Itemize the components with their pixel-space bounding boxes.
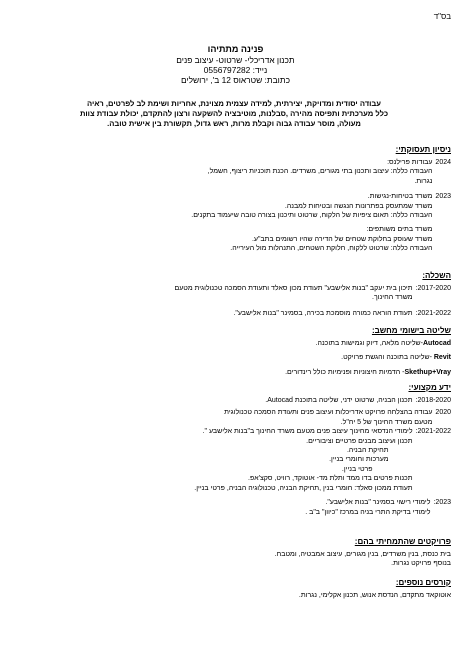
experience-line: נגרות. <box>414 177 433 185</box>
candidate-address: כתובת: שטראוס 12 ב', ירושלים <box>180 75 291 86</box>
header <box>0 44 471 86</box>
professional-line: תכנון הבניה, שרטוט ידני, שליטה בתוכנת Autocad. <box>265 396 413 404</box>
intro-summary <box>61 99 407 129</box>
professional-line: לימודי רישוי בסמינר "בנות אלישבע". <box>325 499 431 507</box>
professional-line: תכנות פרטים בדו ממד ותלת מד- אוטוקד, רוויט, סקצ'אפ. <box>248 475 413 483</box>
projects-section <box>19 537 451 569</box>
courses-title: קורסים נוספים: <box>395 578 451 587</box>
software-title: שליטה בישומי מחשב: <box>371 326 451 335</box>
experience-2023 <box>19 192 451 254</box>
experience-line: העבודה כללה: עיצוב ותכנון בתי מגורים, משרדים. הכנת תוכניות ריצוף, חשמל, <box>207 168 433 176</box>
courses-line: אוטוקאד מתקדם, הנדסת אנוש, תכנון אקלימי, נגרות. <box>298 591 451 599</box>
year: 2023 <box>435 193 451 201</box>
software-desc: -שליטה בתוכנה והגשת פרויקט. <box>341 354 434 362</box>
intro-line: כלל מערכתית ותפיסה מהירה ,סבלנות, מוטיבציה להשקעה ורצון להתקדם, יכולת עבודת צוות <box>79 108 389 118</box>
professional-line: תחיקת הבניה. <box>346 446 389 454</box>
software-desc: - הדמיות חיצוניות ופנימיות כולל רינדורים. <box>285 368 405 376</box>
software-item <box>19 368 451 377</box>
software-item <box>19 353 451 362</box>
professional-line: מערכות וחומרי בניין. <box>329 456 389 464</box>
professional-line: תכנון ועיצוב מבנים פרטיים וציבוריים. <box>306 437 413 445</box>
year: 2021-2022: <box>415 428 451 436</box>
experience-2024 <box>19 158 451 186</box>
year: 2017-2020: <box>415 284 451 292</box>
professional-title: ידע מקצועי: <box>408 383 451 392</box>
education-line: תעודת הוראה כמורה מוסמכת בכירה, בסמינר "בנות אלישבע". <box>233 309 413 317</box>
experience-title: ניסיון תעסוקתי: <box>395 145 451 154</box>
bsd-mark: בס"ד <box>433 12 451 21</box>
candidate-name: פנינה מתתיהו <box>207 44 264 54</box>
experience-line: משרד בטיחות-נגישות. <box>367 193 433 201</box>
experience-line: משרד שעוסק בחלוקת שטחים של הדירה שהיו רשומים בתב"ע. <box>251 235 433 243</box>
experience-line: משרד שמתעסק בפתרונות הנגשה ובטיחות למבנה. <box>284 202 433 210</box>
experience-line: עבודות פרילנס: <box>387 158 433 166</box>
year: 2021-2022: <box>415 309 451 317</box>
software-section <box>19 326 451 377</box>
intro-line: עבודה יסודית ומדויקת, יצירתית, למידה עצמית מצוינת, אחריות ושימת לב לפרטים, ראיה <box>86 99 381 108</box>
professional-line: לימודי הנדסאי מחינוך עיצוב פנים מטעם משרד החינוך ב"בנות אלישבע ". <box>202 428 413 436</box>
education-title: השכלה: <box>422 271 451 280</box>
education-section <box>19 271 451 318</box>
professional-line: פרטי בניין. <box>341 465 373 473</box>
projects-line: בנוסף פרויקט נגרות. <box>391 560 451 568</box>
professional-entry <box>19 427 451 493</box>
professional-entry <box>19 396 451 405</box>
software-name: Revit <box>433 354 451 362</box>
professional-line: לימודי בדיקת התרי בניה במרכז "כיוון" ב"ב . <box>305 508 431 516</box>
software-desc: -שליטה מלאה, דיוק וגמישות בתוכנה. <box>315 339 423 347</box>
professional-line: מטעם משרד החינוך של 5 יח"ל. <box>340 418 433 426</box>
experience-line: העבודה כללה: שרטוט ללקוח, חלוקת השטחים, התנהלות מול העירייה. <box>230 245 433 253</box>
projects-line: בית כנסת, בנין משרדים, בנין מגורים, עיצוב אמבטיה, ומטבח. <box>274 550 451 558</box>
experience-section <box>19 145 451 254</box>
year: 2023: <box>433 499 451 507</box>
experience-line: העבודה כללה: תאום ציפיות של הלקוח, שרטוט ותיכנון בצורה טובה שיעמוד בתקנים. <box>191 211 433 219</box>
education-entry <box>19 284 451 303</box>
software-name: Skethup+Vray <box>404 368 451 376</box>
professional-section <box>19 383 451 517</box>
projects-title: פרויקטים שהתמחיתי בהם: <box>354 537 451 546</box>
courses-section <box>19 578 451 600</box>
professional-entry <box>19 408 451 427</box>
intro-line: מעולה, מוסר עבודה גבוה וקבלת מרות, ראש גדול, תקשורת בין אישית טובה. <box>107 118 361 128</box>
education-line: משרד החינוך. <box>372 294 413 302</box>
software-name: Autocad <box>423 339 451 347</box>
professional-entry <box>19 498 451 517</box>
professional-line: תעודת ממכון סאלד: חומרי בנין ,תחיקת הבניה, טכנולוגיה הבניה, פרטי בניין. <box>194 484 413 492</box>
year: 2020 <box>435 409 451 417</box>
education-line: תיכון בית יעקב "בנות אלישבע" תעודת מכון סאלד ותעודת הסמכה טכנולוגית מטעם <box>174 284 413 292</box>
experience-line: משרד בתים משותפים: <box>366 226 433 234</box>
year: 2018-2020: <box>415 396 451 404</box>
education-entry <box>19 309 451 318</box>
professional-line: עבודה בהצלחה פרויקט אדריכלות ועיצוב פנים ותעודת הסמכה טכנולוגית <box>224 409 433 417</box>
candidate-title: תכנון אדריכלי- שרטוט- עיצוב פנים <box>176 54 295 65</box>
year: 2024 <box>435 158 451 166</box>
candidate-phone: נייד: 0556797282 <box>203 65 268 76</box>
software-item <box>19 339 451 348</box>
